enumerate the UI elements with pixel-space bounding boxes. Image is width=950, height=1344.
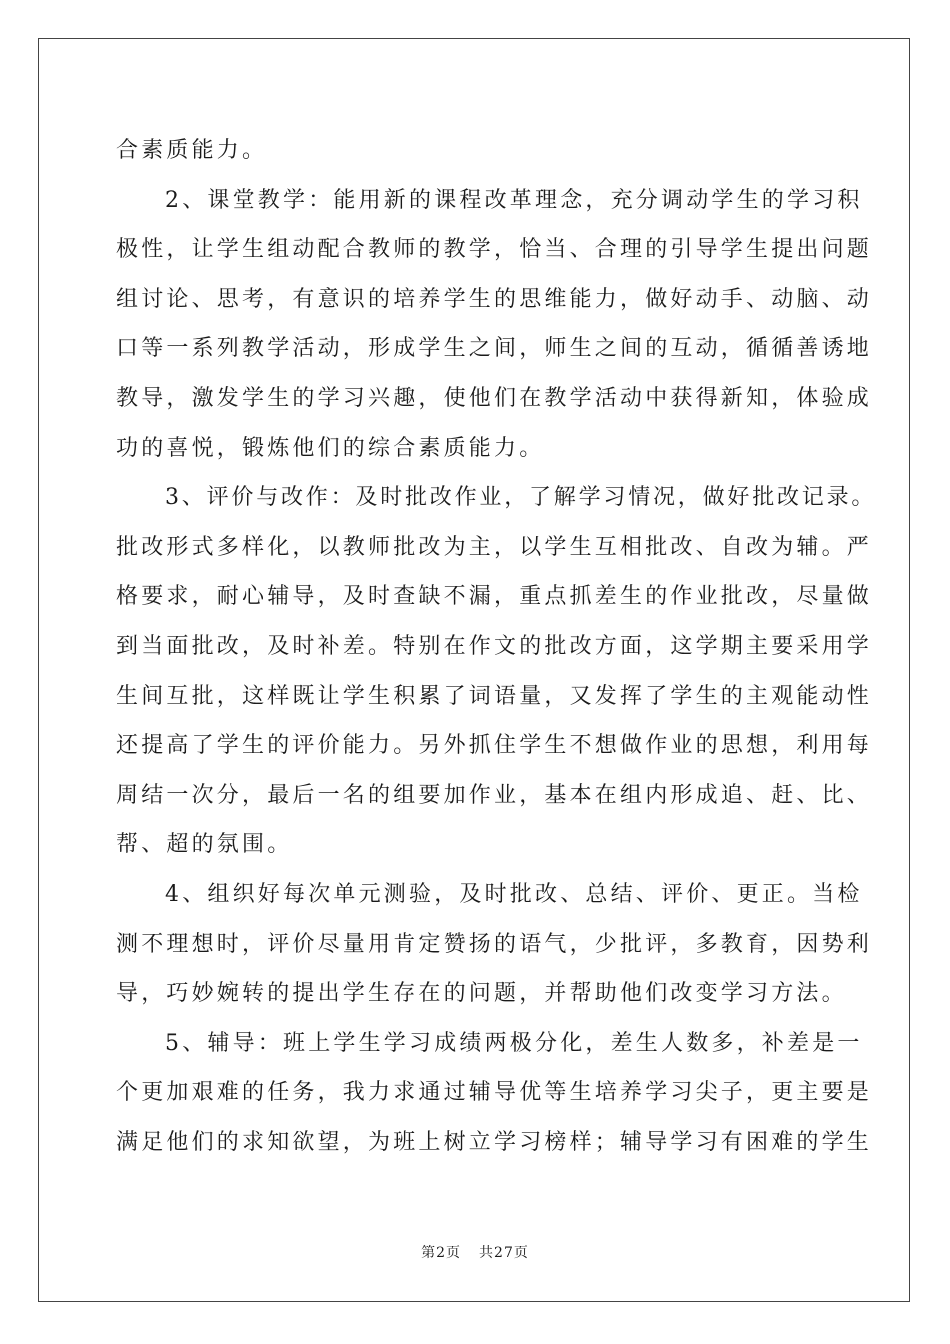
text-line: 周结一次分，最后一名的组要加作业，基本在组内形成追、赶、比、 — [116, 782, 873, 808]
text-line: 极性，让学生组动配合教师的教学，恰当、合理的引导学生提出问题 — [116, 237, 873, 263]
text-line: 功的喜悦，锻炼他们的综合素质能力。 — [116, 435, 545, 461]
text-line: 组讨论、思考，有意识的培养学生的思维能力，做好动手、动脑、动 — [116, 286, 873, 312]
text-line: 教导，激发学生的学习兴趣，使他们在教学活动中获得新知，体验成 — [116, 385, 873, 411]
text-line: 4、组织好每次单元测验，及时批改、总结、评价、更正。当检 — [165, 881, 863, 907]
text-line: 还提高了学生的评价能力。另外抓住学生不想做作业的思想，利用每 — [116, 733, 873, 759]
page-footer — [0, 1243, 950, 1263]
current-page-label: 第2页 — [421, 1245, 462, 1261]
total-pages-label: 共27页 — [479, 1245, 529, 1261]
text-line: 5、辅导：班上学生学习成绩两极分化，差生人数多，补差是一 — [165, 1030, 863, 1056]
text-line: 格要求，耐心辅导，及时查缺不漏，重点抓差生的作业批改，尽量做 — [116, 584, 873, 610]
text-line: 满足他们的求知欲望，为班上树立学习榜样；辅导学习有困难的学生 — [116, 1129, 873, 1155]
text-line: 口等一系列教学活动，形成学生之间，师生之间的互动，循循善诱地 — [116, 336, 873, 362]
text-line: 到当面批改，及时补差。特别在作文的批改方面，这学期主要采用学 — [116, 633, 873, 659]
text-line: 2、课堂教学：能用新的课程改革理念，充分调动学生的学习积 — [165, 187, 863, 213]
text-line: 批改形式多样化，以教师批改为主，以学生互相批改、自改为辅。严 — [116, 534, 873, 560]
document-body — [116, 126, 877, 1167]
text-line: 3、评价与改作：及时批改作业，了解学习情况，做好批改记录。 — [165, 485, 877, 511]
text-line: 导，巧妙婉转的提出学生存在的问题，并帮助他们改变学习方法。 — [116, 981, 847, 1007]
text-line: 个更加艰难的任务，我力求通过辅导优等生培养学习尖子，更主要是 — [116, 1080, 873, 1106]
text-line: 生间互批，这样既让学生积累了词语量，又发挥了学生的主观能动性 — [116, 683, 873, 709]
text-line: 合素质能力。 — [116, 138, 268, 163]
text-line: 测不理想时，评价尽量用肯定赞扬的语气，少批评，多教育，因势利 — [116, 931, 873, 957]
text-line: 帮、超的氛围。 — [116, 832, 293, 858]
